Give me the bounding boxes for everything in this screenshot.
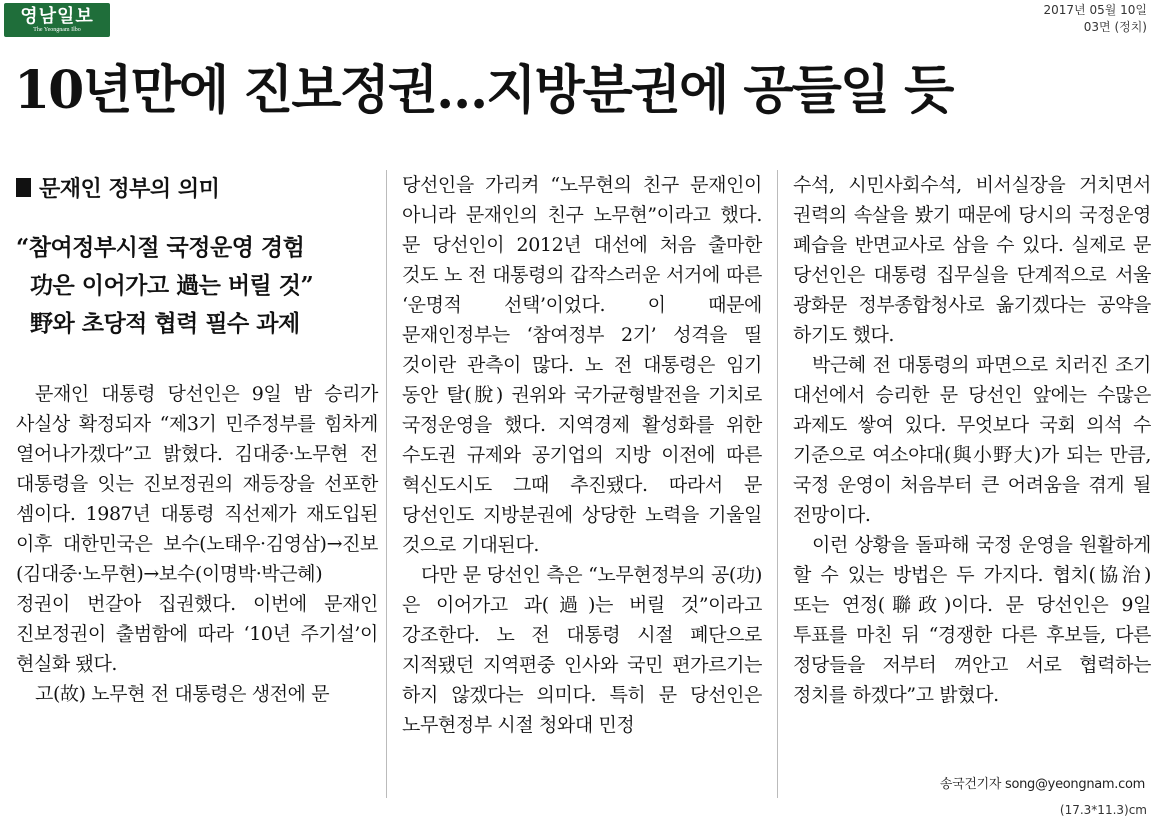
body-paragraph: 다만 문 당선인 측은 “노무현정부의 공(功)은 이어가고 과(過)는 버릴 것”이라고 강조한다. 노 전 대통령 시절 폐단으로 지적됐던 지역편중 인사와 국민 편가르기는 하지 않겠다는 의미다. 특히 문 당선인은 노무현정부 시절 청와대 민정 xyxy=(402,564,762,736)
byline: 송국건기자 song@yeongnam.com xyxy=(939,777,1145,792)
column-divider xyxy=(386,170,387,798)
pull-quote-line: 功은 이어가고 過는 버릴 것” xyxy=(30,272,314,299)
subhead xyxy=(16,172,378,203)
subhead-text: 문재인 정부의 의미 xyxy=(39,177,220,202)
article-column-3 xyxy=(793,170,1151,710)
pull-quote-line: 野와 초당적 협력 필수 과제 xyxy=(30,310,300,337)
column-divider xyxy=(777,170,778,798)
article-size-note: (17.3*11.3)cm xyxy=(1059,803,1147,817)
headline: 10년만에 진보정권…지방분권에 공들일 듯 xyxy=(14,60,953,121)
pull-quote xyxy=(16,229,378,343)
logo-text: 영남일보 xyxy=(20,5,94,27)
body-paragraph: 박근혜 전 대통령의 파면으로 치러진 조기 대선에서 승리한 문 당선인 앞에는 수많은 과제도 쌓여 있다. 무엇보다 국회 의석 수 기준으로 여소야대(與小野大)가 되는 만큼, 국정 운영이 처음부터 큰 어려움을 겪게 될 전망이다. xyxy=(793,354,1151,526)
body-paragraph: 고(故) 노무현 전 대통령은 생전에 문 xyxy=(35,683,330,705)
page-section: 03면 (정치) xyxy=(1083,20,1147,34)
body-paragraph: 이런 상황을 돌파해 국정 운영을 원활하게 할 수 있는 방법은 두 가지다. 협치(協治) 또는 연정(聯政)이다. 문 당선인은 9일 투표를 마친 뒤 “경쟁한 다른 후보들, 다른 정당들을 저부터 껴안고 서로 협력하는 정치를 하겠다”고 밝혔다. xyxy=(793,534,1151,706)
body-paragraph: 문재인 대통령 당선인은 9일 밤 승리가 사실상 확정되자 “제3기 민주정부를 힘차게 열어나가겠다”고 밝혔다. 김대중·노무현 전 대통령을 잇는 진보정권의 재등장을 선포한 셈이다. 1987년 대통령 직선제가 재도입된 이후 대한민국은 보수(노태우·김영삼)→진보(김대중·노무현)→보수(이명박·박근혜) 정권이 번갈아 집권했다. 이번에 문재인 진보정권이 출범함에 따라 ‘10년 주기설’이 현실화 됐다. xyxy=(16,383,378,675)
body-paragraph: 수석, 시민사회수석, 비서실장을 거치면서 권력의 속살을 봤기 때문에 당시의 국정운영 폐습을 반면교사로 삼을 수 있다. 실제로 문 당선인은 대통령 집무실을 단계적으로 서울 광화문 정부종합청사로 옮기겠다는 공약을 하기도 했다. xyxy=(793,174,1151,346)
body-paragraph: 당선인을 가리켜 “노무현의 친구 문재인이 아니라 문재인의 친구 노무현”이라고 했다. 문 당선인이 2012년 대선에 처음 출마한 것도 노 전 대통령의 갑작스러운 서거에 따른 ‘운명적 선택’이었다. 이 때문에 문재인정부는 ‘참여정부 2기’ 성격을 띨 것이란 관측이 많다. 노 전 대통령은 임기 동안 탈(脫) 권위와 국가균형발전을 기치로 국정운영을 했다. 지역경제 활성화를 위한 수도권 규제와 공기업의 지방 이전에 따른 혁신도시도 그때 추진됐다. 따라서 문 당선인도 지방분권에 상당한 노력을 기울일 것으로 기대된다. xyxy=(402,174,762,556)
newspaper-logo xyxy=(4,3,110,37)
issue-date: 2017년 05월 10일 xyxy=(1043,3,1147,17)
logo-subtext: The Yeongnam Ilbo xyxy=(33,26,81,33)
square-bullet-icon xyxy=(16,178,31,197)
issue-meta xyxy=(1044,2,1147,36)
pull-quote-line: “참여정부시절 국정운영 경험 xyxy=(16,234,305,261)
article-column-2 xyxy=(402,170,762,740)
article-column-1 xyxy=(16,170,378,709)
